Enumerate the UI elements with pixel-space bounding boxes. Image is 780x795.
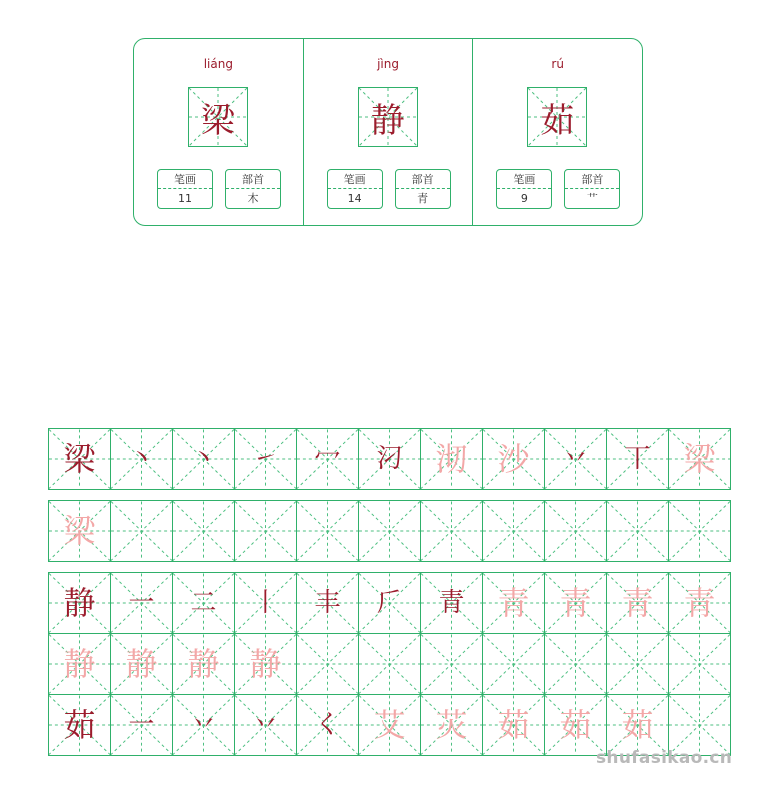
practice-cell <box>359 573 421 633</box>
stroke-count-label: 笔画 <box>328 170 382 189</box>
glyph: 沙 <box>497 440 530 478</box>
glyph: 静 <box>187 645 220 683</box>
glyph: 丷 <box>562 444 589 474</box>
glyph <box>173 501 234 561</box>
practice-cell <box>607 573 669 633</box>
glyph: 冖 <box>314 444 341 474</box>
glyph: 艾 <box>373 706 406 744</box>
practice-cell <box>545 634 607 694</box>
stroke-count-value: 11 <box>178 192 192 205</box>
glyph: 丶 <box>128 444 155 474</box>
practice-row <box>49 633 730 694</box>
practice-cell <box>545 501 607 561</box>
character-card <box>134 39 304 225</box>
practice-cell <box>545 429 607 489</box>
practice-cell <box>297 501 359 561</box>
radical-box <box>395 169 451 209</box>
glyph: 沏 <box>435 440 468 478</box>
practice-cell <box>49 695 111 755</box>
practice-cell <box>235 695 297 755</box>
glyph: 汈 <box>376 444 403 474</box>
practice-cell <box>607 429 669 489</box>
glyph <box>669 634 730 694</box>
glyph <box>483 501 544 561</box>
character-box <box>358 87 418 147</box>
glyph: 梁 <box>63 440 96 478</box>
stroke-count-label: 笔画 <box>158 170 212 189</box>
practice-row <box>49 573 730 633</box>
glyph: 青 <box>438 588 465 618</box>
glyph: 青 <box>497 584 530 622</box>
glyph: 丶 <box>190 444 217 474</box>
pinyin: jìng <box>377 57 399 71</box>
practice-cell <box>49 634 111 694</box>
practice-cell <box>297 429 359 489</box>
glyph: 二 <box>190 588 217 618</box>
practice-cell <box>235 573 297 633</box>
stroke-count-value: 9 <box>520 192 528 205</box>
practice-cell <box>173 501 235 561</box>
practice-cell <box>669 429 730 489</box>
glyph: 梁 <box>63 512 96 550</box>
practice-cell <box>669 501 730 561</box>
glyph: 静 <box>249 645 282 683</box>
glyph: 茹 <box>63 706 96 744</box>
practice-cell <box>359 429 421 489</box>
stroke-count-value: 14 <box>347 192 362 205</box>
practice-row <box>49 694 730 755</box>
practice-cell <box>297 573 359 633</box>
radical-box <box>564 169 620 209</box>
practice-row <box>49 429 730 489</box>
practice-cell <box>297 695 359 755</box>
glyph: 丷 <box>252 710 279 740</box>
pinyin: liáng <box>203 57 233 71</box>
practice-cell <box>669 634 730 694</box>
practice-cell <box>607 501 669 561</box>
glyph <box>359 634 420 694</box>
practice-cell <box>111 573 173 633</box>
practice-cell <box>483 695 545 755</box>
practice-cell <box>359 501 421 561</box>
glyph <box>545 501 606 561</box>
practice-cell <box>49 573 111 633</box>
glyph: 𠂆 <box>376 588 403 618</box>
practice-cell <box>49 501 111 561</box>
glyph <box>669 501 730 561</box>
practice-row <box>49 501 730 561</box>
practice-cell <box>607 695 669 755</box>
practice-cell <box>607 634 669 694</box>
practice-cell <box>297 634 359 694</box>
glyph: 丅 <box>624 444 651 474</box>
glyph: 丨 <box>252 588 279 618</box>
practice-cell <box>359 634 421 694</box>
glyph <box>545 634 606 694</box>
practice-cell <box>49 429 111 489</box>
practice-block <box>48 428 731 490</box>
practice-cell <box>235 429 297 489</box>
practice-cell <box>173 429 235 489</box>
glyph <box>297 501 358 561</box>
practice-cell <box>483 429 545 489</box>
glyph: 丰 <box>314 588 341 618</box>
character-card <box>304 39 474 225</box>
practice-cell <box>421 695 483 755</box>
practice-cell <box>483 573 545 633</box>
practice-cell <box>545 573 607 633</box>
practice-cell <box>421 501 483 561</box>
character-box <box>188 87 248 147</box>
glyph: 梁 <box>683 440 716 478</box>
character: 静 <box>370 100 405 141</box>
character-box <box>527 87 587 147</box>
character-cards <box>133 38 643 226</box>
practice-cell <box>173 634 235 694</box>
practice-cell <box>421 634 483 694</box>
glyph: 茹 <box>621 706 654 744</box>
radical-label: 部首 <box>396 170 450 189</box>
practice-cell <box>669 695 730 755</box>
stroke-count-box <box>327 169 383 209</box>
practice-cell <box>111 501 173 561</box>
glyph: ㇀ <box>252 444 279 474</box>
practice-cell <box>111 634 173 694</box>
practice-cell <box>483 634 545 694</box>
practice-block <box>48 500 731 562</box>
glyph: 青 <box>559 584 592 622</box>
practice-block <box>48 572 731 756</box>
practice-cell <box>545 695 607 755</box>
practice-cell <box>483 501 545 561</box>
practice-cell <box>111 695 173 755</box>
radical-value: 青 <box>417 192 429 205</box>
radical-box <box>225 169 281 209</box>
glyph: 茹 <box>559 706 592 744</box>
glyph <box>483 634 544 694</box>
glyph: 静 <box>63 584 96 622</box>
radical-label: 部首 <box>565 170 619 189</box>
practice-cell <box>421 429 483 489</box>
glyph: 青 <box>683 584 716 622</box>
glyph <box>235 501 296 561</box>
glyph: 静 <box>63 645 96 683</box>
radical-label: 部首 <box>226 170 280 189</box>
practice-cell <box>173 695 235 755</box>
glyph <box>421 634 482 694</box>
practice-cell <box>669 573 730 633</box>
stroke-count-box <box>496 169 552 209</box>
glyph: 苂 <box>435 706 468 744</box>
glyph: 一 <box>128 710 155 740</box>
glyph <box>421 501 482 561</box>
practice-cell <box>359 695 421 755</box>
stroke-count-box <box>157 169 213 209</box>
glyph <box>297 634 358 694</box>
glyph <box>607 501 668 561</box>
glyph <box>669 695 730 755</box>
glyph: く <box>314 710 341 740</box>
practice-cell <box>111 429 173 489</box>
glyph <box>111 501 172 561</box>
glyph: 茹 <box>497 706 530 744</box>
practice-cell <box>421 573 483 633</box>
glyph: 静 <box>125 645 158 683</box>
watermark: shufasikao.cn <box>596 748 733 768</box>
glyph: 丷 <box>190 710 217 740</box>
radical-value: 木 <box>247 192 259 205</box>
glyph: 青 <box>621 584 654 622</box>
radical-value: 艹 <box>586 192 598 205</box>
character: 茹 <box>540 100 575 141</box>
pinyin: rú <box>551 57 564 71</box>
glyph <box>607 634 668 694</box>
practice-cell <box>173 573 235 633</box>
practice-cell <box>235 501 297 561</box>
character: 梁 <box>201 100 235 141</box>
character-card <box>473 39 642 225</box>
stroke-count-label: 笔画 <box>497 170 551 189</box>
practice-cell <box>235 634 297 694</box>
glyph: 一 <box>128 588 155 618</box>
glyph <box>359 501 420 561</box>
